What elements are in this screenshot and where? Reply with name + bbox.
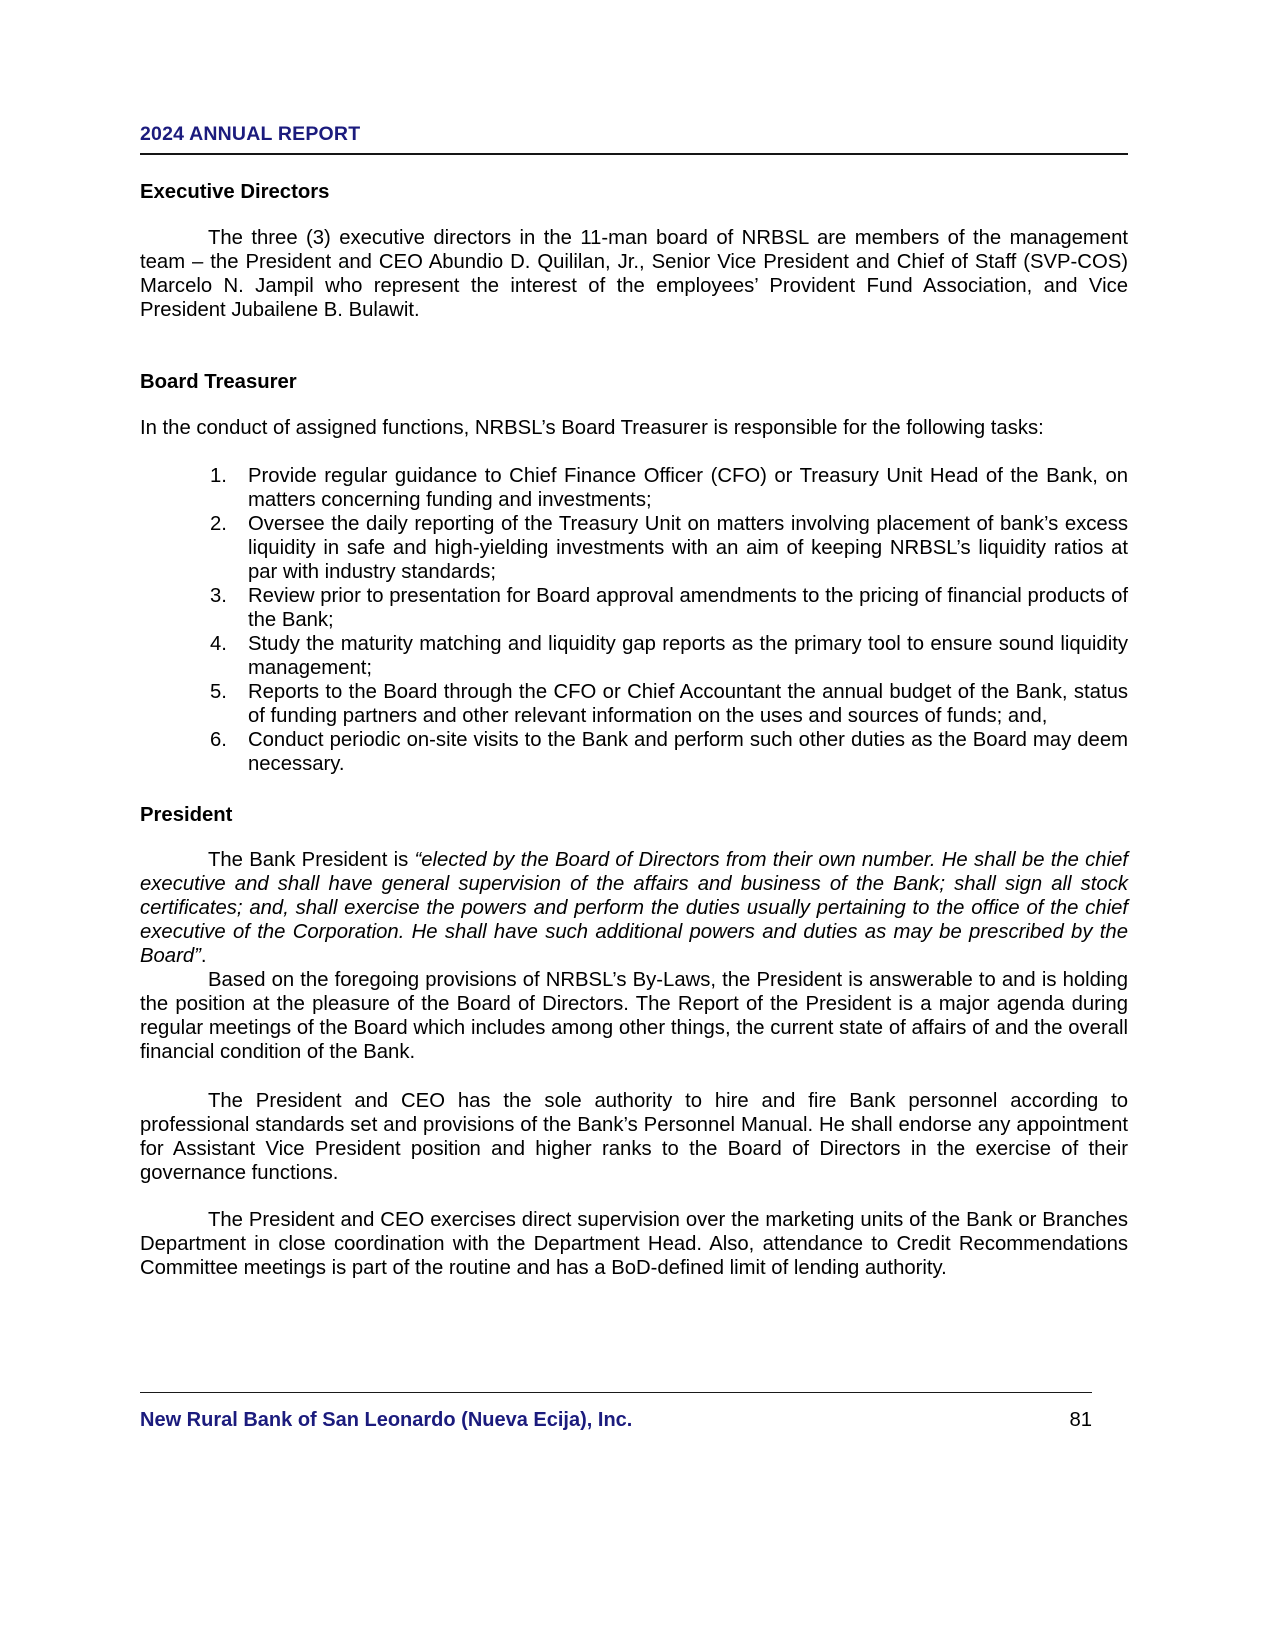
task-item-4: Study the maturity matching and liquidity gap reports as the primary tool to ensure sound liquidity management; [248, 633, 1128, 679]
page-header [140, 122, 1128, 155]
board-treasurer-intro: In the conduct of assigned functions, NRBSL’s Board Treasurer is responsible for the following tasks: [140, 417, 1044, 439]
president-paragraph-supervision: The President and CEO exercises direct supervision over the marketing units of the Bank or Branches Department in close coordination with the Department Head. Also, attendance to Credit Recommendations Committee meetings is part of the routine and has a BoD-defined limit of lending authority. [140, 1209, 1128, 1279]
footer-row [140, 1408, 1092, 1432]
footer-page-number: 81 [1069, 1409, 1092, 1431]
footer-rule [140, 1392, 1092, 1393]
header-rule [140, 153, 1128, 155]
page-footer [140, 1392, 1092, 1432]
section-heading-executive-directors: Executive Directors [140, 181, 330, 203]
quote-lead-in: The Bank President is [208, 849, 409, 871]
task-item-1: Provide regular guidance to Chief Finance Officer (CFO) or Treasury Unit Head of the Bank, on matters concerning funding and investments; [248, 465, 1128, 511]
footer-bank-name: New Rural Bank of San Leonardo (Nueva Ecija), Inc. [140, 1409, 633, 1431]
task-item-3: Review prior to presentation for Board approval amendments to the pricing of financial products of the Bank; [248, 585, 1128, 631]
task-item-5: Reports to the Board through the CFO or Chief Accountant the annual budget of the Bank, status of funding partners and other relevant information on the uses and sources of funds; and, [248, 681, 1128, 727]
board-treasurer-task-list [140, 464, 1128, 776]
quote-closing-period: . [200, 945, 207, 967]
report-title: 2024 ANNUAL REPORT [140, 123, 361, 145]
bylaws-quote-text: “elected by the Board of Directors from their own number. He shall be the chief executive and shall have general supervision of the affairs and business of the Bank; shall sign all stock certificates; and, shall exercise the powers and perform the duties usually pertaining to the office of the chief executive of the Corporation. He shall have such additional powers and duties as may be prescribed by the Board” [140, 849, 1129, 967]
section-heading-board-treasurer: Board Treasurer [140, 371, 297, 393]
president-paragraph-hiring-authority: The President and CEO has the sole authority to hire and fire Bank personnel according to professional standards set and provisions of the Bank’s Personnel Manual. He shall endorse any appointment for Assistant Vice President position and higher ranks to the Board of Directors in the exercise of their governance functions. [140, 1090, 1128, 1184]
president-quote-paragraph [140, 848, 1128, 968]
page-body [140, 180, 1128, 1280]
task-item-6: Conduct periodic on-site visits to the Bank and perform such other duties as the Board may deem necessary. [248, 729, 1128, 775]
president-paragraph-based-on-bylaws: Based on the foregoing provisions of NRBSL’s By-Laws, the President is answerable to and is holding the position at the pleasure of the Board of Directors. The Report of the President is a major agenda during regular meetings of the Board which includes among other things, the current state of affairs of and the overall financial condition of the Bank. [140, 969, 1128, 1063]
executive-directors-paragraph: The three (3) executive directors in the 11-man board of NRBSL are members of the management team – the President and CEO Abundio D. Quililan, Jr., Senior Vice President and Chief of Staff (SVP-COS) Marcelo N. Jampil who represent the interest of the employees’ Provident Fund Association, and Vice President Jubailene B. Bulawit. [140, 227, 1128, 321]
task-item-2: Oversee the daily reporting of the Treasury Unit on matters involving placement of bank’s excess liquidity in safe and high-yielding investments with an aim of keeping NRBSL’s liquidity ratios at par with industry standards; [248, 513, 1128, 583]
section-heading-president: President [140, 804, 233, 826]
